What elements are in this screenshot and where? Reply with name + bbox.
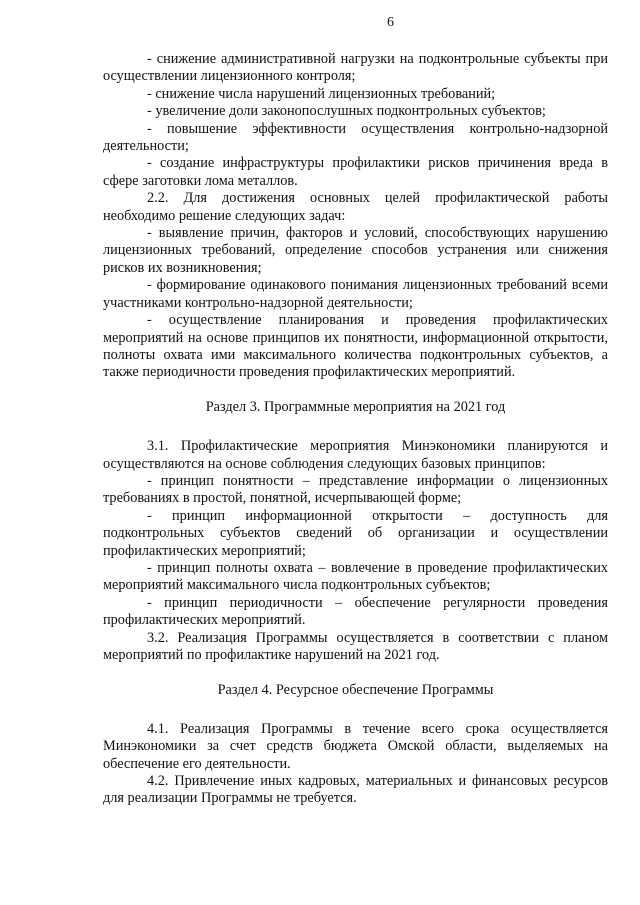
paragraph: - принцип полноты охвата – вовлечение в проведение профилактических мероприятий максимального числа подконтрольных субъектов; [103, 559, 608, 594]
paragraph: - создание инфраструктуры профилактики рисков причинения вреда в сфере заготовки лома металлов. [103, 155, 608, 189]
paragraph: - принцип понятности – представление информации о лицензионных требованиях в простой, понятной, исчерпывающей форме; [103, 472, 608, 507]
paragraph: 3.1. Профилактические мероприятия Минэкономики планируются и осуществляются на основе соблюдения следующих базовых принципов: [103, 438, 608, 472]
paragraph: - выявление причин, факторов и условий, способствующих нарушению лицензионных требований, определение способов устранения или снижения рисков их возникновения; [103, 225, 608, 276]
section-2-continuation [103, 51, 608, 382]
paragraph: - формирование одинакового понимания лицензионных требований всеми участниками контрольно-надзорной деятельности; [103, 277, 608, 311]
paragraph: 3.2. Реализация Программы осуществляется в соответствии с планом мероприятий по профилактике нарушений на 2021 год. [103, 629, 608, 663]
paragraph: - снижение административной нагрузки на подконтрольные субъекты при осуществлении лицензионного контроля; [103, 51, 608, 85]
paragraph: 2.2. Для достижения основных целей профилактической работы необходимо решение следующих задач: [103, 190, 608, 224]
paragraph: - увеличение доли законопослушных подконтрольных субъектов; [147, 103, 546, 120]
paragraph: - принцип информационной открытости – доступность для подконтрольных субъектов сведений об организации и осуществлении профилактических мероприятий; [103, 507, 608, 559]
paragraph: 4.1. Реализация Программы в течение всего срока осуществляется Минэкономики за счет средств бюджета Омской области, выделяемых на обеспечение его деятельности. [103, 720, 608, 772]
section-4-heading: Раздел 4. Ресурсное обеспечение Программы [217, 682, 494, 699]
section-4-body [103, 721, 608, 808]
section-3-heading: Раздел 3. Программные мероприятия на 2021 год [205, 398, 506, 415]
section-3-body [103, 438, 608, 664]
page-number: 6 [387, 15, 394, 30]
paragraph: - снижение числа нарушений лицензионных требований; [147, 85, 496, 102]
paragraph: 4.2. Привлечение иных кадровых, материальных и финансовых ресурсов для реализации Программы не требуется. [103, 773, 608, 807]
paragraph: - принцип периодичности – обеспечение регулярности проведения профилактических мероприятий. [103, 594, 608, 629]
paragraph: - повышение эффективности осуществления контрольно-надзорной деятельности; [103, 120, 608, 155]
paragraph: - осуществление планирования и проведения профилактических мероприятий на основе принципов их понятности, информационной открытости, полноты охвата ими максимального количества подконтрольных субъектов, а также периодичности проведения профилактических мероприятий. [103, 312, 608, 381]
